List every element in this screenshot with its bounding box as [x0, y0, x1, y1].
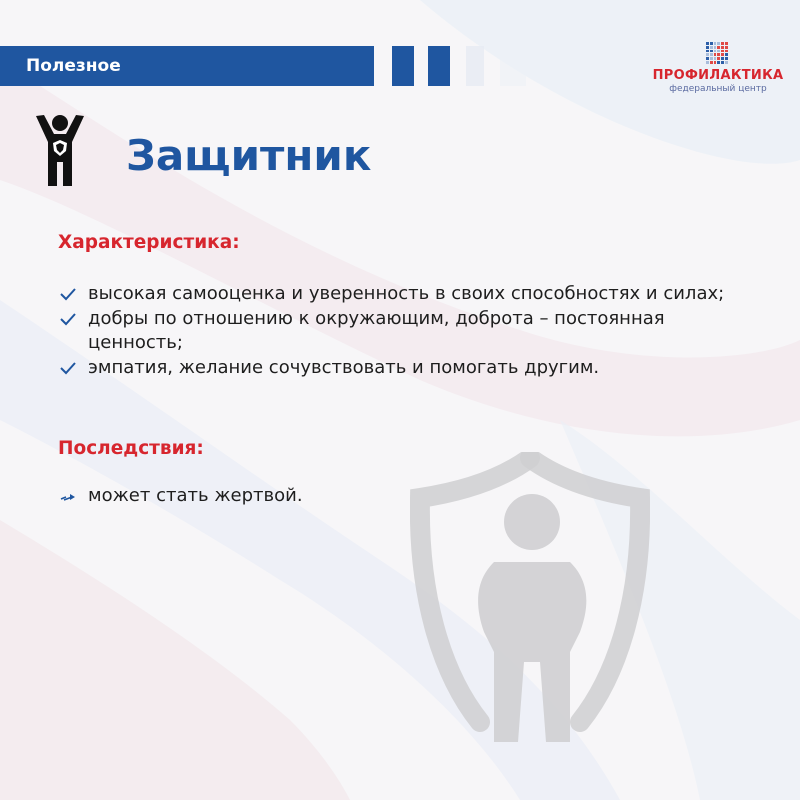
list-item — [58, 282, 738, 306]
section-band — [0, 46, 374, 86]
logo-title: ПРОФИЛАКТИКА — [652, 68, 784, 83]
consequences-heading: Последствия: — [58, 438, 204, 459]
defender-figure-icon — [32, 112, 88, 188]
list-item — [58, 356, 738, 380]
logo-grid-icon — [706, 42, 728, 64]
characteristics-list — [58, 282, 738, 381]
check-icon — [60, 312, 76, 326]
band-block-1 — [392, 46, 414, 86]
list-item-text: высокая самооценка и уверенность в своих способностях и силах; — [88, 283, 725, 304]
arrow-right-icon — [60, 490, 76, 504]
check-icon — [60, 361, 76, 375]
list-item-text: может стать жертвой. — [88, 485, 303, 506]
list-item-text: эмпатия, желание сочувствовать и помогать другим. — [88, 357, 600, 378]
section-label: Полезное — [26, 56, 121, 76]
page-title: Защитник — [126, 131, 372, 180]
band-block-3 — [466, 46, 484, 86]
shield-person-icon — [410, 452, 650, 752]
brand-logo — [640, 40, 790, 100]
list-item-text: добры по отношению к окружающим, доброта – постоянная ценность; — [88, 308, 665, 353]
band-block-4 — [500, 46, 526, 86]
characteristics-heading: Характеристика: — [58, 232, 240, 253]
logo-subtitle: федеральный центр — [669, 84, 767, 94]
check-icon — [60, 287, 76, 301]
band-block-2 — [428, 46, 450, 86]
list-item — [58, 307, 738, 355]
